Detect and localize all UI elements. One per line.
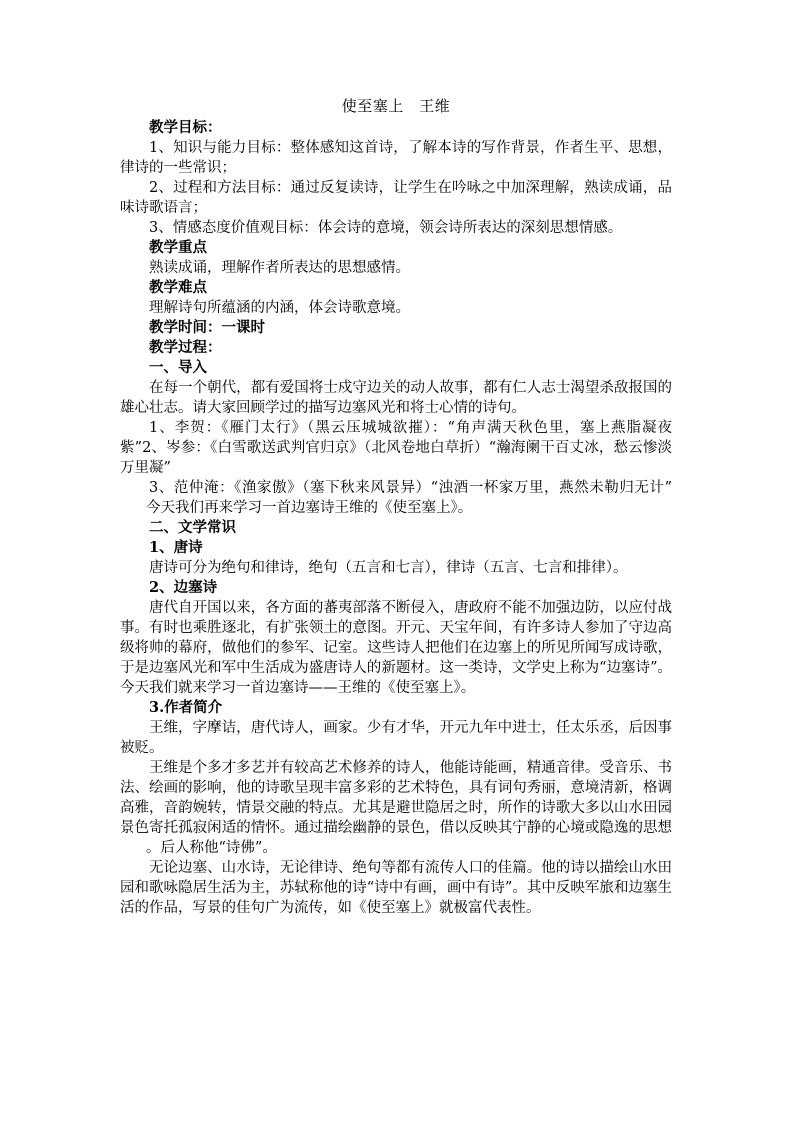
intro-paragraph-2: 1、李贺：《雁门太行》（黑云压城城欲摧）：“角声满天秋色里，塞上燕脂凝夜紫”2、岑参：《白雪歌送武判官归京》（北风卷地白草折）“瀚海阑干百丈冰，愁云惨淡万里凝” — [120, 420, 672, 476]
frontier-poetry-text: 唐代自开国以来，各方面的蕃夷部落不断侵入，唐政府不能不加强边防，以应付战事。有时也乘胜逐北，有扩张领土的意图。开元、天宝年间，有许多诗人参加了守边高级将帅的幕府，做他们的参军、记室。这些诗人把他们在边塞上的所见所闻写成诗歌，于是边塞风光和军中生活成为盛唐诗人的新题材。这一类诗，文学史上称为“边塞诗”。今天我们就来学习一首边塞诗——王维的《使至塞上》。 — [120, 600, 672, 696]
frontier-poetry-heading: 2、边塞诗 — [149, 579, 218, 596]
intro-paragraph-1: 在每一个朝代，都有爱国将士戍守边关的动人故事，都有仁人志士渴望杀敌报国的雄心壮志。请大家回顾学过的描写边塞风光和将士心情的诗句。 — [120, 380, 672, 416]
time-heading: 教学时间：一课时 — [149, 319, 265, 336]
author-paragraph-2-tail: 。后人称他“诗佛”。 — [146, 840, 277, 856]
intro-heading: 一、导入 — [149, 359, 207, 376]
difficulty-heading: 教学难点 — [149, 279, 207, 296]
author-paragraph-1: 王维，字摩诘，唐代诗人，画家。少有才华，开元九年中进士，任太乐丞，后因事被贬。 — [120, 720, 672, 756]
key-points-heading: 教学重点 — [149, 239, 207, 256]
literature-heading: 二、文学常识 — [149, 519, 236, 536]
author-paragraph-2-main: 王维是个多才多艺并有较高艺术修养的诗人，他能诗能画，精通音律。受音乐、书法、绘画的影响，他的诗歌呈现丰富多彩的艺术特色，具有词句秀丽，意境清新，格调高雅，音韵婉转，情景交融的特点。尤其是避世隐居之时，所作的诗歌大多以山水田园景色寄托孤寂闲适的情怀。通过描绘幽静的景色，借以反映其宁静的心境或隐逸的思想 — [120, 760, 672, 836]
author-paragraph-3: 无论边塞、山水诗，无论律诗、绝句等都有流传人口的佳篇。他的诗以描绘山水田园和歌咏隐居生活为主，苏轼称他的诗“诗中有画，画中有诗”。其中反映军旅和边塞生活的作品，写景的佳句广为流传，如《使至塞上》就极富代表性。 — [120, 860, 672, 916]
author-paragraph-2 — [120, 758, 672, 858]
key-points-text: 熟读成诵，理解作者所表达的思想感情。 — [149, 260, 410, 276]
intro-paragraph-3 — [120, 478, 672, 518]
process-heading: 教学过程： — [149, 339, 222, 356]
intro-paragraph-3-lead: 今天我们再来学习一首边塞诗王维的《使至塞上》。 — [146, 500, 473, 516]
goal-2: 2、过程和方法目标：通过反复读诗，让学生在吟咏之中加深理解，熟读成诵，品味诗歌语言； — [120, 180, 672, 216]
goals-heading: 教学目标： — [149, 119, 222, 136]
difficulty-text: 理解诗句所蕴涵的内涵，体会诗歌意境。 — [149, 300, 410, 316]
tang-poetry-heading: 1、唐诗 — [149, 539, 203, 556]
tang-poetry-text: 唐诗可分为绝句和律诗，绝句（五言和七言），律诗（五言、七言和排律）。 — [149, 560, 628, 576]
goal-3: 3、情感态度价值观目标：体会诗的意境，领会诗所表达的深刻思想情感。 — [149, 220, 623, 236]
page-title: 使至塞上 王维 — [341, 97, 451, 115]
document-body — [120, 96, 672, 918]
author-heading: 3.作者简介 — [149, 699, 223, 716]
goal-1: 1、知识与能力目标：整体感知这首诗，了解本诗的写作背景，作者生平、思想，律诗的一些常识； — [120, 140, 672, 176]
intro-paragraph-3-quote: 3、范仲淹：《渔家傲》（塞下秋来风景异）“浊酒一杯家万里，燕然未勒归无计” — [149, 480, 672, 496]
